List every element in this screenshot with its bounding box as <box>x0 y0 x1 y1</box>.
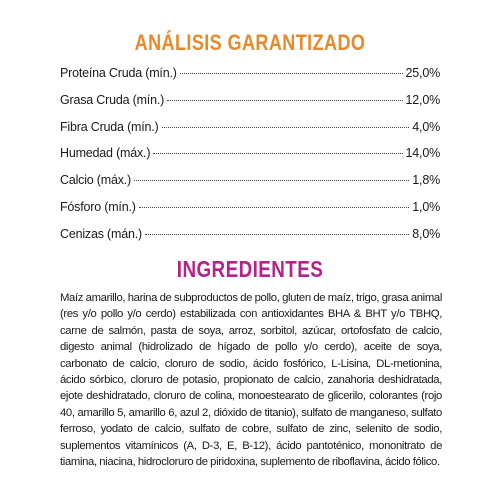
analysis-label: Humedad (máx.) <box>60 146 151 161</box>
dot-leader <box>180 73 403 74</box>
analysis-value: 1,8% <box>412 173 440 188</box>
analysis-label: Grasa Cruda (mín.) <box>60 92 165 107</box>
analysis-value: 8,0% <box>412 226 440 241</box>
ingredients-text: Maíz amarillo, harina de subproductos de pollo, gluten de maíz, trigo, grasa animal (res y/o pollo y/o cerdo) estabilizada con antioxidantes BHA & BHT y/o TBHQ, carne de salmón, pasta de soya, arroz, sorbitol, azúcar, ortofosfato de calcio, digesto animal (hidrolizado de hígado de pollo y/o cerdo), aceite de soya, carbonato de calcio, cloruro de sodio, ácido fosfórico, L-Lisina, DL-metionina, ácido sórbico, cloruro de potasio, propionato de calcio, zanahoria deshidratada, ejote deshidratado, cloruro de colina, monoestearato de glicerilo, colorantes (rojo 40, amarillo 5, amarillo 6, azul 2, dióxido de titanio), sulfato de manganeso, sulfato ferroso, yodato de calcio, sulfato de cobre, sulfato de zinc, selenito de sodio, suplementos vitamínicos (A, D-3, E, B-12), ácido pantoténico, mononitrato de tiamina, niacina, hidrocloruro de piridoxina, suplemento de riboflavina, ácido fólico. <box>60 292 442 469</box>
analysis-label: Proteína Cruda (mín.) <box>60 66 177 80</box>
dot-leader <box>162 127 410 128</box>
analysis-row-protein <box>60 66 440 93</box>
dot-leader <box>139 207 410 208</box>
dot-leader <box>167 100 402 101</box>
analysis-label: Fibra Cruda (mín.) <box>60 119 159 134</box>
analysis-value: 1,0% <box>412 199 440 214</box>
analysis-value: 12,0% <box>405 92 440 107</box>
analysis-value: 4,0% <box>412 119 440 134</box>
analysis-row-ash <box>60 227 440 254</box>
analysis-label: Cenizas (mán.) <box>60 226 142 241</box>
analysis-row-moisture <box>60 146 440 173</box>
analysis-value: 25,0% <box>405 66 440 80</box>
analysis-list <box>60 66 440 254</box>
analysis-row-calcium <box>60 173 440 200</box>
analysis-row-fat <box>60 93 440 120</box>
dot-leader <box>134 180 409 181</box>
dot-leader <box>145 234 409 235</box>
analysis-value: 14,0% <box>405 146 440 161</box>
analysis-row-phosphorus <box>60 200 440 227</box>
dot-leader <box>153 153 402 154</box>
analysis-label: Fósforo (mín.) <box>60 199 136 214</box>
analysis-label: Calcio (máx.) <box>60 173 132 188</box>
ingredients-title: INGREDIENTES <box>176 256 324 282</box>
analysis-row-fiber <box>60 120 440 147</box>
analysis-title: ANÁLISIS GARANTIZADO <box>134 30 366 55</box>
